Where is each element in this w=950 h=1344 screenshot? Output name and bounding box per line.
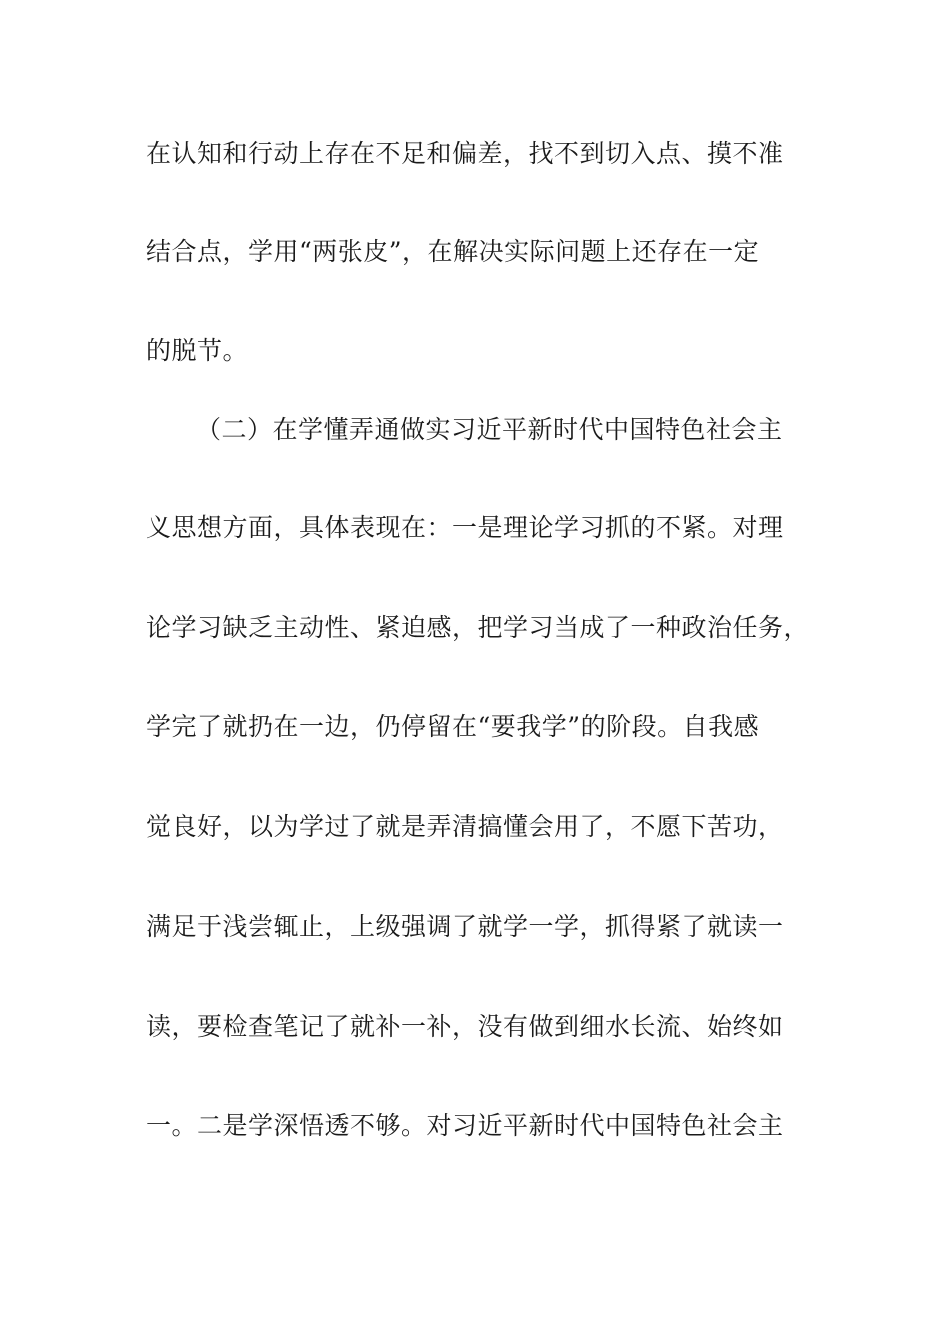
- text-line: 的脱节。: [146, 336, 249, 365]
- text-line: 读，要检查笔记了就补一补，没有做到细水长流、始终如: [146, 1012, 784, 1041]
- section-heading-line: （二）在学懂弄通做实习近平新时代中国特色社会主: [196, 415, 783, 444]
- text-line: 结合点，学用“两张皮”，在解决实际问题上还存在一定: [146, 237, 760, 266]
- text-line: 一。二是学深悟透不够。对习近平新时代中国特色社会主: [146, 1111, 784, 1140]
- text-line: 觉良好，以为学过了就是弄清搞懂会用了，不愿下苦功，: [146, 812, 784, 841]
- text-line: 满足于浅尝辄止，上级强调了就学一学，抓得紧了就读一: [146, 912, 784, 941]
- text-line: 在认知和行动上存在不足和偏差，找不到切入点、摸不准: [146, 139, 784, 168]
- text-line: 义思想方面，具体表现在：一是理论学习抓的不紧。对理: [146, 513, 784, 542]
- text-line: 学完了就扔在一边，仍停留在“要我学”的阶段。自我感: [146, 712, 760, 741]
- text-line: 论学习缺乏主动性、紧迫感，把学习当成了一种政治任务，: [146, 613, 810, 642]
